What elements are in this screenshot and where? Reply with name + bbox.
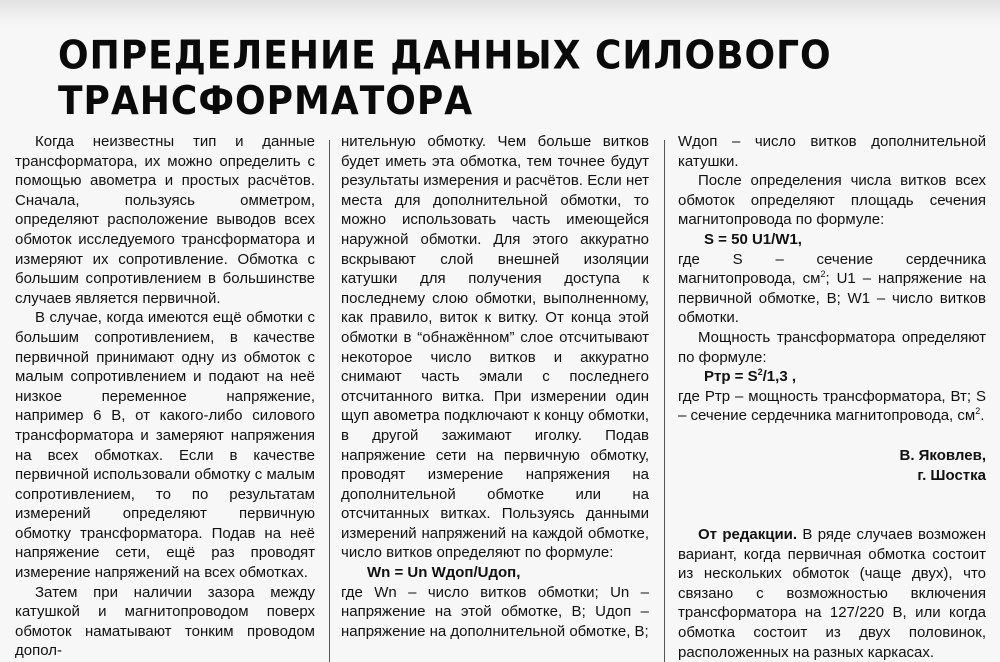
paragraph: Мощность трансформатора определяют по формуле: — [678, 328, 986, 366]
text-run: . — [980, 407, 985, 425]
paragraph: где Wn – число витков обмотки; Un – напряжение на этой обмотке, В; Uдоп – напряжение на дополнительной обмотке, В; — [341, 583, 649, 640]
superscript: 2 — [820, 269, 826, 280]
editor-text: В ряде случаев возможен вариант, когда первичная обмотка состоит из нескольких обмоток (чаще двух), что связано с возможностью включения трансформатора на 127/220 В, или когда обмотка состоит из двух половинок, расположенных на разных каркасах. — [678, 526, 986, 661]
text-column-2 — [341, 132, 649, 641]
article-title — [58, 34, 958, 125]
paragraph — [678, 250, 986, 328]
title-line-1: ОПРЕДЕЛЕНИЕ ДАННЫХ СИЛОВОГО — [58, 34, 832, 79]
text-run: ; U1 – напряжение на первичной обмотке, В; W1 – число витков обмотки. — [678, 270, 986, 327]
text-run: Ртр = S — [704, 368, 758, 386]
author-signature — [678, 446, 986, 485]
paragraph — [678, 387, 986, 426]
author-name: В. Яковлев, — [899, 446, 986, 464]
text-run: /1,3 , — [762, 368, 796, 386]
superscript: 2 — [757, 367, 763, 378]
formula-turns: Wn = Un Wдоп/Uдоп, — [367, 564, 521, 582]
paragraph: После определения числа витков всех обмоток определяют площадь сечения магнитопровода по формуле: — [678, 172, 986, 229]
superscript: 2 — [975, 406, 981, 417]
text-run: где Ртр – мощность трансформатора, Вт; S – сечение сердечника магнитопровода, см — [678, 387, 986, 425]
column-divider-2 — [664, 140, 665, 662]
paragraph: Когда неизвестны тип и данные трансформатора, их можно определить с помощью авометра и простых расчётов. Сначала, пользуясь омметром, определяют расположение выводов всех обмоток исследуемого трансформатора и измеряют их сопротивление. Обмотка с большим сопротивлением в большинстве случаев является первичной. — [15, 133, 315, 307]
author-city: г. Шостка — [917, 466, 986, 484]
title-line-2: ТРАНСФОРМАТОРА — [58, 79, 474, 124]
paragraph: Затем при наличии зазора между катушкой и магнитопроводом поверх обмоток наматывают тонким проводом допол- — [15, 583, 315, 660]
paragraph: В случае, когда имеются ещё обмотки с большим сопротивлением, в качестве первичной принимают одну из обмоток с малым сопротивлением и подают на неё низкое переменное напряжение, например 6 В, от какого-либо силового трансформатора и замеряют напряжения на всех обмотках. Если в качестве первичной использовали обмотку с малым сопротивлением, то по результатам измерений определяют первичную обмотку трансформатора. Подав на неё напряжение сети, ещё раз проводят измерение напряжений на всех обмотках. — [15, 309, 315, 582]
editor-label: От редакции. — [698, 526, 798, 544]
formula-power — [678, 367, 986, 387]
paragraph: нительную обмотку. Чем больше витков будет иметь эта обмотка, тем точнее будут результаты измерения и расчётов. Если нет места для дополнительной обмотки, то можно использовать часть имеющейся наружной обмотки. Для этого аккуратно вскрывают слой внешней изоляции катушки для получения доступа к последнему слою обмотки, выполненному, как правило, виток к витку. От конца этой обмотки в “обнажённом” слое отсчитывают некоторое число витков и аккуратно снимают часть эмали с последнего отсчитанного витка. При измерении один щуп авометра подключают к концу обмотки, в другой зажимают иголку. Подав напряжение сети на первичную обмотку, проводят измерение напряжения на дополнительной обмотке или на отсчитанных витках. Пользуясь данными измерений напряжений на каждой обмотке, число витков определяют по формуле: — [341, 133, 649, 562]
top-shadow — [0, 0, 1000, 30]
text-column-3 — [678, 132, 986, 662]
formula-core-area: S = 50 U1/W1, — [704, 230, 802, 248]
paragraph: Wдоп – число витков дополнительной катушки. — [678, 133, 986, 170]
text-run: где S – сечение сердечника магнитопровода, см — [678, 250, 986, 288]
column-divider-1 — [329, 140, 330, 662]
text-column-1 — [15, 132, 315, 661]
editor-note — [678, 525, 986, 662]
